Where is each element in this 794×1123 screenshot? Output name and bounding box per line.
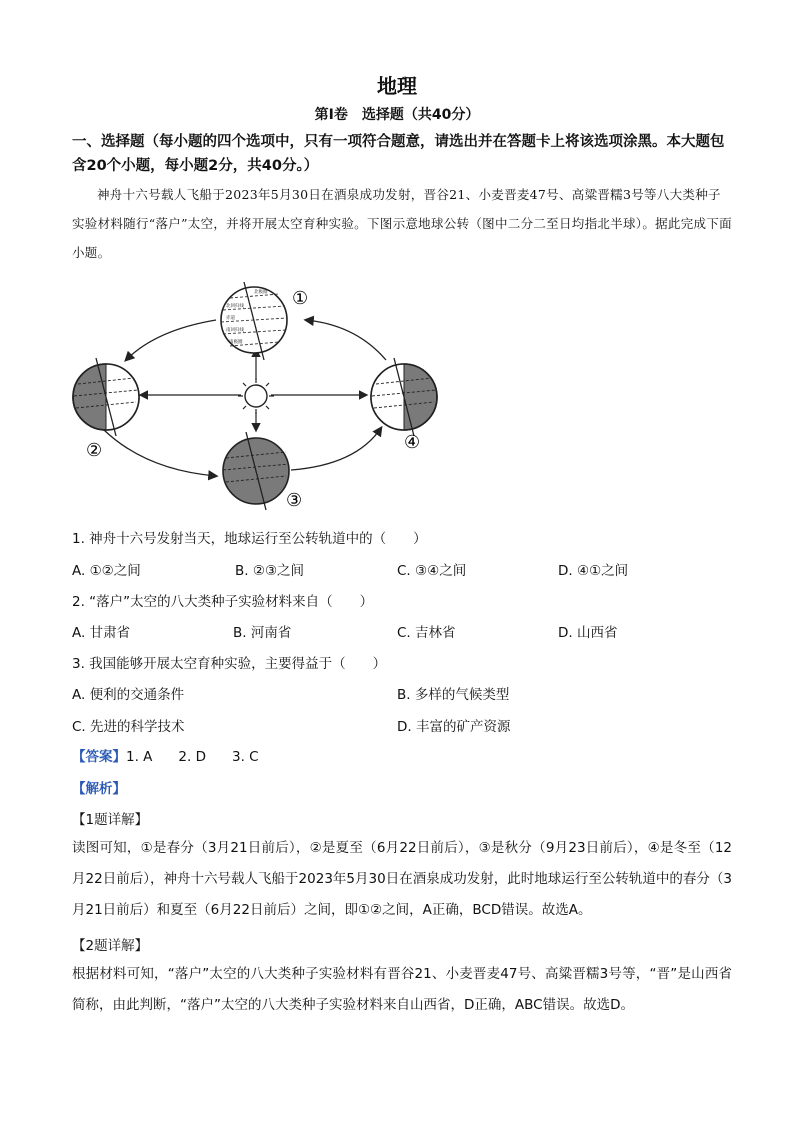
svg-text:赤道: 赤道 bbox=[226, 316, 235, 321]
svg-text:北回归线: 北回归线 bbox=[226, 304, 244, 309]
q1-option-a: A. ①②之间 bbox=[72, 563, 141, 579]
question-1-stem: 1. 神舟十六号发射当天，地球运行至公转轨道中的（ ） bbox=[72, 531, 427, 547]
question-3-stem: 3. 我国能够开展太空育种实验，主要得益于（ ） bbox=[72, 656, 387, 672]
earth-position-3 bbox=[223, 432, 302, 511]
label-2: ② bbox=[86, 440, 103, 461]
label-4: ④ bbox=[404, 432, 421, 453]
q1-option-d: D. ④①之间 bbox=[558, 563, 629, 579]
q1-option-c: C. ③④之间 bbox=[397, 563, 467, 579]
svg-text:北极圈: 北极圈 bbox=[254, 290, 268, 295]
q3-option-a: A. 便利的交通条件 bbox=[72, 687, 185, 703]
earth-position-1 bbox=[221, 282, 308, 360]
q3-option-c: C. 先进的科学技术 bbox=[72, 719, 185, 735]
answer-tag: 【答案】 bbox=[72, 749, 126, 765]
detail-2-text: 根据材料可知，“落户”太空的八大类种子实验材料有晋谷21、小麦晋麦47号、高粱晋糯3号等，“晋”是山西省简称，由此判断，“落户”太空的八大类种子实验材料来自山西省，D正确，ABC错误。故选D。 bbox=[72, 966, 732, 1013]
q2-option-c: C. 吉林省 bbox=[397, 625, 456, 641]
label-3: ③ bbox=[286, 490, 303, 511]
detail-2-tag: 【2题详解】 bbox=[72, 938, 149, 954]
section-subtitle: 第Ⅰ卷 选择题（共40分） bbox=[314, 107, 480, 123]
sun-icon bbox=[238, 378, 274, 414]
svg-text:南极圈: 南极圈 bbox=[229, 340, 243, 345]
q2-option-a: A. 甘肃省 bbox=[72, 625, 131, 641]
section-instructions: 一、选择题（每小题的四个选项中，只有一项符合题意，请选出并在答题卡上将该选项涂黑。本大题包含20个小题，每小题2分，共40分。） bbox=[72, 134, 725, 174]
material-text: 神舟十六号载人飞船于2023年5月30日在酒泉成功发射，晋谷21、小麦晋麦47号、高粱晋糯3号等八大类种子实验材料随行“落户”太空，并将开展太空育种实验。下图示意地球公转（图中二分二至日均指北半球）。据此完成下面小题。 bbox=[72, 187, 732, 260]
analysis-tag: 【解析】 bbox=[72, 781, 126, 797]
q1-option-b: B. ②③之间 bbox=[235, 563, 305, 579]
answer-2: 2. D bbox=[178, 749, 206, 765]
earth-position-2 bbox=[73, 358, 139, 461]
q3-option-d: D. 丰富的矿产资源 bbox=[397, 719, 511, 735]
q2-option-d: D. 山西省 bbox=[558, 625, 618, 641]
answer-line bbox=[72, 745, 259, 765]
answer-3: 3. C bbox=[232, 749, 259, 765]
detail-1-text: 读图可知，①是春分（3月21日前后），②是夏至（6月22日前后），③是秋分（9月23日前后），④是冬至（12月22日前后），神舟十六号载人飞船于2023年5月30日在酒泉成功发射，此时地球运行至公转轨道中的春分（3月21日前后）和夏至（6月22日前后）之间，即①②之间，A正确，BCD错误。故选A。 bbox=[72, 840, 732, 918]
detail-1-tag: 【1题详解】 bbox=[72, 812, 149, 828]
q3-option-b: B. 多样的气候类型 bbox=[397, 687, 510, 703]
svg-text:南回归线: 南回归线 bbox=[226, 328, 244, 333]
q2-option-b: B. 河南省 bbox=[233, 625, 292, 641]
earth-revolution-diagram bbox=[66, 280, 446, 516]
answer-1: 1. A bbox=[126, 749, 153, 765]
page-title: 地理 bbox=[377, 74, 417, 98]
question-2-stem: 2. “落户”太空的八大类种子实验材料来自（ ） bbox=[72, 594, 374, 610]
label-1: ① bbox=[292, 288, 309, 309]
earth-position-4 bbox=[371, 358, 437, 453]
